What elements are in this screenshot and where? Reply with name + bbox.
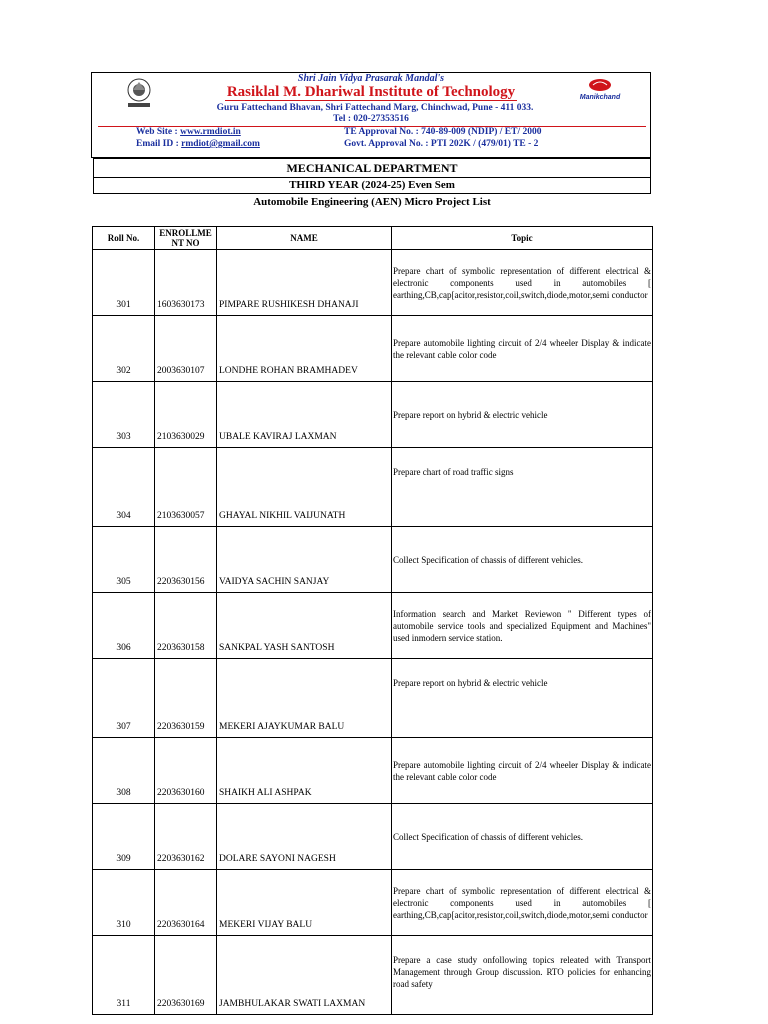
website-line [136,127,241,137]
table-row [93,527,653,593]
roll-cell: 310 [93,870,155,936]
topic-cell: Prepare chart of symbolic representation of different electrical & electronic components used in automobiles [ earthing,CB,cap[acitor,resistor,coil,switch,diode,motor,semi conductor [392,250,653,316]
enrollment-cell: 2203630158 [155,593,217,659]
header-enrollment: ENROLLME NT NO [155,227,217,250]
name-cell: GHAYAL NIKHIL VAIJUNATH [217,448,392,527]
department-title: MECHANICAL DEPARTMENT [93,158,651,178]
enrollment-cell: 1603630173 [155,250,217,316]
topic-cell: Prepare automobile lighting circuit of 2/4 wheeler Display & indicate the relevant cable color code [392,316,653,382]
enrollment-cell: 2203630162 [155,804,217,870]
govt-approval: Govt. Approval No. : PTI 202K / (479/01) TE - 2 [344,139,539,149]
enrollment-cell: 2203630156 [155,527,217,593]
topic-cell: Prepare chart of road traffic signs [392,448,653,527]
table-row [93,738,653,804]
email-line [136,139,260,149]
enrollment-cell: 2003630107 [155,316,217,382]
letterhead [91,72,651,158]
enrollment-cell: 2103630029 [155,382,217,448]
name-cell: PIMPARE RUSHIKESH DHANAJI [217,250,392,316]
roll-cell: 304 [93,448,155,527]
topic-cell: Prepare automobile lighting circuit of 2/4 wheeler Display & indicate the relevant cable color code [392,738,653,804]
name-cell: MEKERI VIJAY BALU [217,870,392,936]
table-row [93,250,653,316]
topic-cell: Collect Specification of chassis of different vehicles. [392,527,653,593]
roll-cell: 301 [93,250,155,316]
email-label: Email ID : [136,139,182,149]
topic-cell: Information search and Market Reviewon " Different types of automobile service tools and specialized Equipment and Machines" used inmodern service station. [392,593,653,659]
topic-cell: Prepare report on hybrid & electric vehicle [392,659,653,738]
roll-cell: 303 [93,382,155,448]
roll-cell: 305 [93,527,155,593]
institute-name [92,84,650,101]
roll-cell: 311 [93,936,155,1015]
project-table [92,226,653,1015]
table-row [93,804,653,870]
roll-cell: 306 [93,593,155,659]
header-name: NAME [217,227,392,250]
header-topic: Topic [392,227,653,250]
topic-cell: Collect Specification of chassis of different vehicles. [392,804,653,870]
topic-cell: Prepare a case study onfollowing topics releated with Transport Management through Group discussion. RTO policies for enhancing road safety [392,936,653,1015]
topic-cell: Prepare chart of symbolic representation of different electrical & electronic components used in automobiles [ earthing,CB,cap[acitor,resistor,coil,switch,diode,motor,semi conductor [392,870,653,936]
enrollment-cell: 2203630159 [155,659,217,738]
website-link[interactable]: www.rmdiot.in [180,127,241,137]
name-cell: VAIDYA SACHIN SANJAY [217,527,392,593]
website-label: Web Site : [136,127,181,137]
name-cell: DOLARE SAYONI NAGESH [217,804,392,870]
enrollment-cell: 2103630057 [155,448,217,527]
enrollment-cell: 2203630169 [155,936,217,1015]
enrollment-cell: 2203630160 [155,738,217,804]
name-cell: LONDHE ROHAN BRAMHADEV [217,316,392,382]
name-cell: MEKERI AJAYKUMAR BALU [217,659,392,738]
name-cell: UBALE KAVIRAJ LAXMAN [217,382,392,448]
year-title: THIRD YEAR (2024-25) Even Sem [93,178,651,194]
header-roll: Roll No. [93,227,155,250]
email-link[interactable]: rmdiot@gmail.com [181,139,260,149]
roll-cell: 302 [93,316,155,382]
table-row [93,382,653,448]
list-title: Automobile Engineering (AEN) Micro Project List [253,196,491,208]
table-row [93,448,653,527]
manikchand-logo-text: Manikchand [579,94,621,101]
institute-tel: Tel : 020-27353516 [333,114,409,124]
table-row [93,936,653,1015]
roll-cell: 307 [93,659,155,738]
institute-name-text: Rasiklal M. Dhariwal Institute of Technology [226,84,516,100]
name-cell: JAMBHULAKAR SWATI LAXMAN [217,936,392,1015]
table-row [93,870,653,936]
table-row [93,316,653,382]
te-approval: TE Approval No. : 740-89-009 (NDIP) / ET/ 2000 [344,127,542,137]
name-cell: SANKPAL YASH SANTOSH [217,593,392,659]
mandal-name: Shri Jain Vidya Prasarak Mandal's [297,73,445,84]
topic-cell: Prepare report on hybrid & electric vehicle [392,382,653,448]
roll-cell: 309 [93,804,155,870]
table-row [93,659,653,738]
name-cell: SHAIKH ALI ASHPAK [217,738,392,804]
table-row [93,593,653,659]
enrollment-cell: 2203630164 [155,870,217,936]
institute-address: Guru Fattechand Bhavan, Shri Fattechand Marg, Chinchwad, Pune - 411 033. [216,103,534,113]
table-header-row [93,227,653,250]
roll-cell: 308 [93,738,155,804]
